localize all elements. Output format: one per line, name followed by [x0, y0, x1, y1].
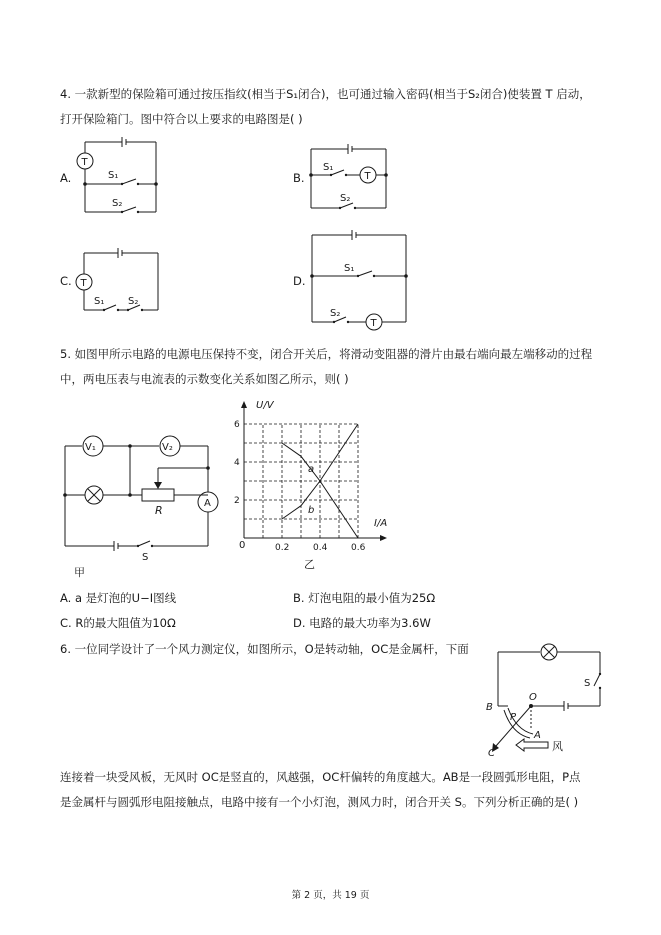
- y-tick-label: 4: [234, 458, 240, 468]
- q4-text-line2: 打开保险箱门。图中符合以上要求的电路图是( ): [60, 112, 303, 126]
- svg-text:O: O: [529, 692, 537, 703]
- q5-option-d: D. 电路的最大功率为3.6W: [293, 616, 431, 630]
- q6-text-line2: 连接着一块受风板，无风时 OC是竖直的，风越强，OC杆偏转的角度越大。AB是一段圆弧形电阻，P点: [60, 770, 581, 784]
- q5-circuit-jia: [60, 430, 220, 580]
- y-tick-label: 2: [234, 496, 240, 506]
- svg-text:S₂: S₂: [112, 198, 123, 209]
- q4-circuit-d: [308, 228, 418, 328]
- svg-text:S: S: [584, 678, 591, 689]
- svg-text:S₁: S₁: [94, 296, 105, 307]
- svg-text:V₁: V₁: [85, 442, 96, 453]
- svg-text:S₂: S₂: [340, 193, 351, 204]
- rheostat-r-icon: [142, 489, 174, 501]
- q5-option-b: B. 灯泡电阻的最小值为25Ω: [293, 591, 436, 605]
- q4-circuit-a: [72, 138, 172, 218]
- q5-text-line2: 中，两电压表与电流表的示数变化关系如图乙所示，则( ): [60, 372, 349, 386]
- x-tick-label: 0.2: [275, 543, 290, 553]
- q4-circuit-c: [72, 242, 172, 322]
- q4-text-line1: 4. 一款新型的保险箱可通过按压指纹(相当于S₁闭合)，也可通过输入密码(相当于S₂闭合)使装置 T 启动，: [60, 87, 591, 101]
- q6-text-line1: 6. 一位同学设计了一个风力测定仪，如图所示，O是转动轴，OC是金属杆，下面: [60, 642, 469, 656]
- q5-graph-yi: [228, 398, 398, 578]
- y-tick-label: 6: [234, 420, 240, 430]
- svg-text:I/A: I/A: [374, 518, 388, 529]
- svg-text:T: T: [81, 157, 88, 168]
- x-tick-label: 0.4: [313, 543, 328, 553]
- svg-text:C: C: [488, 748, 495, 759]
- q4-option-c-label: C.: [60, 274, 72, 288]
- q5-option-c: C. R的最大阻值为10Ω: [60, 616, 176, 630]
- svg-text:T: T: [364, 171, 371, 182]
- svg-text:R: R: [155, 504, 163, 517]
- svg-text:U/V: U/V: [256, 400, 274, 411]
- q4-circuit-b: [306, 138, 406, 218]
- q4-option-b-label: B.: [293, 171, 305, 185]
- svg-text:P: P: [510, 712, 517, 723]
- svg-text:风: 风: [552, 740, 563, 753]
- q5-option-a: A. a 是灯泡的U−I图线: [60, 591, 177, 605]
- svg-text:S₁: S₁: [323, 162, 334, 173]
- svg-text:A: A: [534, 730, 541, 741]
- x-tick-label: 0.6: [351, 543, 366, 553]
- svg-text:T: T: [370, 318, 377, 329]
- svg-text:S₁: S₁: [108, 170, 119, 181]
- svg-text:S₂: S₂: [128, 296, 139, 307]
- svg-text:A: A: [204, 498, 211, 509]
- curve-a-label: a: [308, 464, 315, 475]
- svg-text:S₁: S₁: [344, 263, 355, 274]
- q5-text-line1: 5. 如图甲所示电路的电源电压保持不变，闭合开关后，将滑动变阻器的滑片由最右端向最左端移动的过程: [60, 347, 593, 361]
- q4-option-a-label: A.: [60, 171, 72, 185]
- svg-text:V₂: V₂: [162, 442, 173, 453]
- svg-text:乙: 乙: [304, 558, 315, 571]
- svg-text:S₂: S₂: [330, 308, 341, 319]
- q4-option-d-label: D.: [293, 274, 306, 288]
- page-footer: 第 2 页，共 19 页: [291, 890, 370, 901]
- q6-wind-meter-diagram: [478, 642, 608, 762]
- q6-text-line3: 是金属杆与圆弧形电阻接触点，电路中接有一个小灯泡，测风力时，闭合开关 S。下列分析正确的是( ): [60, 795, 579, 809]
- curve-b-label: b: [308, 505, 315, 516]
- svg-text:B: B: [486, 702, 493, 713]
- wind-arrow-icon: [516, 739, 548, 751]
- svg-text:S: S: [142, 552, 149, 563]
- svg-text:0: 0: [239, 540, 246, 551]
- svg-text:甲: 甲: [74, 566, 85, 579]
- svg-text:T: T: [80, 278, 87, 289]
